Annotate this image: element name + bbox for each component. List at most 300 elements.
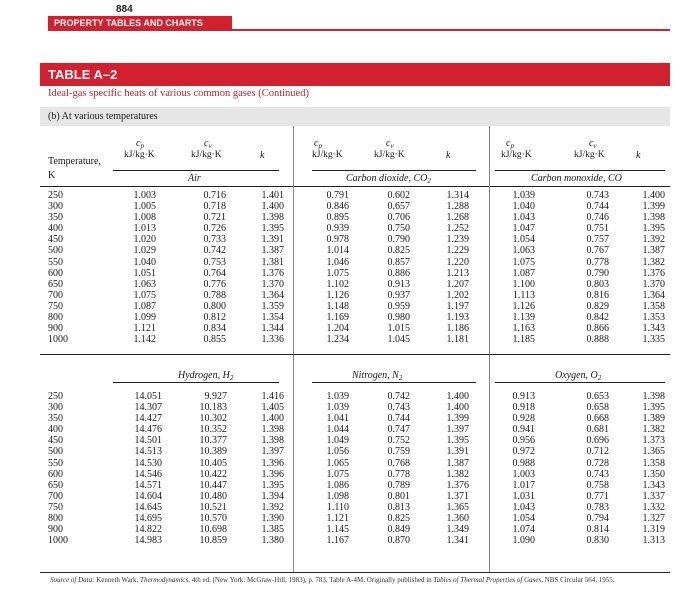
- temperature-column-bottom-cell: 900: [48, 524, 63, 536]
- h2-cv-column-cell: 9.927: [204, 391, 227, 402]
- o2-cp-column-cell: 0.988: [512, 457, 535, 469]
- co2-group-rule: [312, 170, 476, 171]
- n2-cp-column-cell: 1.167: [326, 535, 349, 547]
- h2-cv-column-cell: 10.422: [199, 468, 227, 480]
- air-cv-column-cell: 0.742: [203, 245, 226, 257]
- h2-cv-column-cell: 10.183: [199, 402, 227, 414]
- o2-k-column-cell: 1.389: [642, 413, 665, 425]
- temperature-column-top-cell: 650: [48, 278, 63, 290]
- co-cv-column-cell: 0.767: [586, 245, 609, 257]
- air-cv-column-cell: 0.855: [203, 334, 226, 346]
- o2-cv-column-cell: 0.728: [586, 457, 609, 469]
- co-cv-column-cell: 0.751: [586, 223, 609, 235]
- air-k-column-cell: 1.400: [261, 201, 284, 213]
- n2-k-column-cell: 1.391: [446, 446, 469, 458]
- h2-k-column-cell: 1.392: [261, 501, 284, 513]
- co2-k-column-cell: 1.288: [446, 201, 469, 213]
- co2-cp-header: $c_p$: [314, 138, 322, 150]
- air-cv-column-cell: 0.764: [203, 267, 226, 279]
- co-cv-column-cell: 0.816: [586, 289, 609, 301]
- o2-cp-column-cell: 0.913: [512, 391, 535, 402]
- co-cp-column: [502, 190, 535, 345]
- n2-cv-column-cell: 0.752: [387, 435, 410, 447]
- o2-cp-column-cell: 1.031: [512, 490, 535, 502]
- temperature-column-top-cell: 800: [48, 312, 63, 324]
- co2-cp-units: kJ/kg·K: [312, 150, 343, 160]
- co-cp-column-cell: 1.063: [512, 245, 535, 257]
- co-cv-column-cell: 0.842: [586, 312, 609, 324]
- h2-k-column-cell: 1.398: [261, 424, 284, 436]
- air-cp-column-cell: 1.003: [133, 190, 156, 201]
- o2-cp-column-cell: 0.941: [512, 424, 535, 436]
- air-cv-column-cell: 0.718: [203, 201, 226, 213]
- co2-cv-column-cell: 0.706: [387, 212, 410, 224]
- h2-k-column-cell: 1.400: [261, 413, 284, 425]
- co-cp-column-cell: 1.087: [512, 267, 535, 279]
- co2-cv-column-cell: 0.959: [387, 300, 410, 312]
- h2-cv-column-cell: 10.389: [199, 446, 227, 458]
- co2-cv-column-cell: 0.980: [387, 312, 410, 324]
- o2-k-column-cell: 1.350: [642, 468, 665, 480]
- co2-cp-column-cell: 0.895: [326, 212, 349, 224]
- running-head: PROPERTY TABLES AND CHARTS: [48, 16, 232, 30]
- n2-k-column-cell: 1.397: [446, 424, 469, 436]
- o2-cv-column-cell: 0.696: [586, 435, 609, 447]
- air-cp-column-cell: 1.029: [133, 245, 156, 257]
- co2-k-column-cell: 1.197: [446, 300, 469, 312]
- o2-k-column-cell: 1.327: [642, 513, 665, 525]
- co2-cp-column-cell: 1.234: [326, 334, 349, 346]
- temperature-column-bottom-cell: 800: [48, 513, 63, 525]
- temperature-column-bottom-cell: 300: [48, 402, 63, 414]
- o2-k-column-cell: 1.332: [642, 501, 665, 513]
- co-cp-column-cell: 1.075: [512, 256, 535, 268]
- co-cp-column-cell: 1.039: [512, 190, 535, 201]
- n2-cp-column-cell: 1.098: [326, 490, 349, 502]
- h2-cv-column-cell: 10.521: [199, 501, 227, 513]
- co-k-column-cell: 1.343: [642, 323, 665, 335]
- co2-cv-column: [374, 190, 410, 345]
- temperature-column-top-cell: 450: [48, 234, 63, 246]
- n2-cp-column-cell: 1.065: [326, 457, 349, 469]
- temperature-column-top-cell: 250: [48, 190, 63, 201]
- o2-cp-column-cell: 1.017: [512, 479, 535, 491]
- co2-cv-column-cell: 0.857: [387, 256, 410, 268]
- air-cp-column-cell: 1.040: [133, 256, 156, 268]
- temperature-column-bottom-cell: 500: [48, 446, 63, 458]
- air-label: Air: [188, 173, 201, 184]
- co2-cv-column-cell: 0.825: [387, 245, 410, 257]
- air-cp-column-cell: 1.075: [133, 289, 156, 301]
- n2-label: Nitrogen, $N_2$: [352, 370, 403, 382]
- n2-k-column-cell: 1.360: [446, 513, 469, 525]
- air-cp-column-cell: 1.063: [133, 278, 156, 290]
- co2-k-column-cell: 1.229: [446, 245, 469, 257]
- co-cv-column-cell: 0.888: [586, 334, 609, 346]
- n2-cp-column-cell: 1.086: [326, 479, 349, 491]
- o2-cv-column-cell: 0.771: [586, 490, 609, 502]
- co-cv-column-cell: 0.757: [586, 234, 609, 246]
- n2-cv-column-cell: 0.744: [387, 413, 410, 425]
- o2-cv-column: [573, 391, 609, 546]
- o2-k-column-cell: 1.319: [642, 524, 665, 536]
- air-k-column-cell: 1.381: [261, 256, 284, 268]
- o2-cp-column-cell: 1.090: [512, 535, 535, 547]
- h2-cv-column-cell: 10.377: [199, 435, 227, 447]
- o2-cp-column-cell: 1.003: [512, 468, 535, 480]
- o2-cv-column-cell: 0.658: [586, 402, 609, 414]
- h2-cp-column-cell: 14.983: [134, 535, 162, 547]
- temperature-column-top-cell: 1000: [48, 334, 68, 346]
- temperature-column-top-cell: 550: [48, 256, 63, 268]
- table-subtitle: Ideal-gas specific heats of various common gases (Continued): [48, 88, 309, 99]
- co-cv-header: $c_v$: [589, 138, 597, 150]
- air-k-column-cell: 1.359: [261, 300, 284, 312]
- co2-cp-column-cell: 1.126: [326, 289, 349, 301]
- temperature-header-line2: K: [48, 170, 56, 181]
- o2-cv-column-cell: 0.712: [586, 446, 609, 458]
- air-cv-column-cell: 0.726: [203, 223, 226, 235]
- co-cp-column-cell: 1.043: [512, 212, 535, 224]
- h2-cv-column-cell: 10.405: [199, 457, 227, 469]
- o2-k-column-cell: 1.382: [642, 424, 665, 436]
- air-cv-units: kJ/kg·K: [191, 150, 222, 160]
- o2-cp-column: [502, 391, 535, 546]
- air-cp-column-cell: 1.051: [133, 267, 156, 279]
- n2-cv-column-cell: 0.870: [387, 535, 410, 547]
- h2-k-column-cell: 1.380: [261, 535, 284, 547]
- co-cp-column-cell: 1.163: [512, 323, 535, 335]
- n2-cv-column-cell: 0.849: [387, 524, 410, 536]
- o2-cp-column-cell: 0.956: [512, 435, 535, 447]
- co-group-rule: [495, 170, 665, 171]
- temperature-column-top-cell: 700: [48, 289, 63, 301]
- air-cp-column-cell: 1.005: [133, 201, 156, 213]
- n2-cp-column-cell: 1.121: [326, 513, 349, 525]
- co2-label: Carbon dioxide, $CO_2$: [346, 173, 431, 185]
- h2-cp-column-cell: 14.501: [134, 435, 162, 447]
- air-cv-column-cell: 0.834: [203, 323, 226, 335]
- co-k-column-cell: 1.400: [642, 190, 665, 201]
- o2-cp-column-cell: 0.972: [512, 446, 535, 458]
- temperature-column-top-cell: 600: [48, 267, 63, 279]
- co2-cv-column-cell: 0.937: [387, 289, 410, 301]
- running-head-rule: [48, 29, 670, 31]
- co-cv-column-cell: 0.743: [586, 190, 609, 201]
- n2-cp-column-cell: 1.041: [326, 413, 349, 425]
- co2-k-column-cell: 1.181: [446, 334, 469, 346]
- air-cp-column-cell: 1.121: [133, 323, 156, 335]
- n2-cv-column-cell: 0.801: [387, 490, 410, 502]
- h2-cv-column-cell: 10.302: [199, 413, 227, 425]
- co-k-column-cell: 1.353: [642, 312, 665, 324]
- air-cp-column-cell: 1.008: [133, 212, 156, 224]
- co2-cv-column-cell: 0.886: [387, 267, 410, 279]
- temperature-column-bottom-cell: 450: [48, 435, 63, 447]
- n2-cp-column-cell: 1.145: [326, 524, 349, 536]
- air-cv-column-cell: 0.776: [203, 278, 226, 290]
- co2-cp-column-cell: 1.169: [326, 312, 349, 324]
- co-cv-column-cell: 0.744: [586, 201, 609, 213]
- co2-cp-column-cell: 1.046: [326, 256, 349, 268]
- temperature-column-top-cell: 400: [48, 223, 63, 235]
- n2-k-column-cell: 1.376: [446, 479, 469, 491]
- co-cv-column-cell: 0.746: [586, 212, 609, 224]
- h2-cv-column-cell: 10.447: [199, 479, 227, 491]
- co2-cv-column-cell: 0.913: [387, 278, 410, 290]
- temperature-column-top-cell: 900: [48, 323, 63, 335]
- n2-k-column-cell: 1.382: [446, 468, 469, 480]
- air-k-column: [251, 190, 284, 345]
- air-cv-header: $c_v$: [204, 138, 212, 150]
- temperature-column-top-cell: 300: [48, 201, 63, 213]
- co-k-column-cell: 1.387: [642, 245, 665, 257]
- air-cp-column-cell: 1.099: [133, 312, 156, 324]
- h2-cp-column-cell: 14.530: [134, 457, 162, 469]
- air-cv-column-cell: 0.753: [203, 256, 226, 268]
- temperature-column-top: [48, 190, 68, 345]
- h2-label: Hydrogen, $H_2$: [178, 370, 234, 382]
- air-cp-column: [120, 190, 156, 345]
- n2-cv-column-cell: 0.743: [387, 402, 410, 414]
- temperature-column-bottom-cell: 250: [48, 391, 63, 402]
- air-k-column-cell: 1.398: [261, 212, 284, 224]
- co2-cp-column-cell: 0.978: [326, 234, 349, 246]
- n2-cp-column-cell: 1.039: [326, 391, 349, 402]
- co2-k-column-cell: 1.186: [446, 323, 469, 335]
- o2-k-column: [631, 391, 665, 546]
- co2-cv-column-cell: 1.045: [387, 334, 410, 346]
- o2-cv-column-cell: 0.681: [586, 424, 609, 436]
- air-k-column-cell: 1.391: [261, 234, 284, 246]
- n2-cp-column-cell: 1.044: [326, 424, 349, 436]
- h2-cv-column-cell: 10.352: [199, 424, 227, 436]
- co2-cp-column-cell: 1.204: [326, 323, 349, 335]
- co-cp-header: $c_p$: [506, 138, 514, 150]
- air-group-rule: [113, 170, 279, 171]
- air-cv-column-cell: 0.788: [203, 289, 226, 301]
- h2-k-column-cell: 1.390: [261, 513, 284, 525]
- co-cv-column-cell: 0.778: [586, 256, 609, 268]
- h2-k-column-cell: 1.395: [261, 479, 284, 491]
- o2-label: Oxygen, $O_2$: [555, 370, 602, 382]
- co-k-column-cell: 1.395: [642, 223, 665, 235]
- air-k-column-cell: 1.344: [261, 323, 284, 335]
- temperature-column-bottom: [48, 391, 68, 546]
- n2-cp-column-cell: 1.056: [326, 446, 349, 458]
- o2-k-column-cell: 1.358: [642, 457, 665, 469]
- co2-k-column-cell: 1.239: [446, 234, 469, 246]
- co-label: Carbon monoxide, CO: [531, 173, 622, 184]
- air-cp-column-cell: 1.013: [133, 223, 156, 235]
- source-note: Source of Data: Kenneth Wark, Thermodynamics, 4th ed. (New York: McGraw-Hill, 1983), p. 783, Table A-4M. Originally published in Tables of Thermal Properties of Gases, NBS Circular 564, 1955.: [50, 576, 615, 584]
- h2-cv-column: [188, 391, 227, 546]
- air-cp-column-cell: 1.087: [133, 300, 156, 312]
- co-k-column-cell: 1.382: [642, 256, 665, 268]
- h2-cp-column-cell: 14.695: [134, 513, 162, 525]
- co-k-column-cell: 1.335: [642, 334, 665, 346]
- co-cp-column-cell: 1.100: [512, 278, 535, 290]
- co2-cp-column-cell: 0.939: [326, 223, 349, 235]
- air-cp-column-cell: 1.020: [133, 234, 156, 246]
- co2-k-column-cell: 1.193: [446, 312, 469, 324]
- h2-k-column: [251, 391, 284, 546]
- temperature-column-top-cell: 750: [48, 300, 63, 312]
- temperature-column-bottom-cell: 550: [48, 457, 63, 469]
- o2-k-column-cell: 1.337: [642, 490, 665, 502]
- column-divider-right: [489, 126, 490, 573]
- co2-cv-column-cell: 0.790: [387, 234, 410, 246]
- co2-k-column-cell: 1.220: [446, 256, 469, 268]
- air-k-column-cell: 1.401: [261, 190, 284, 201]
- air-k-column-cell: 1.370: [261, 278, 284, 290]
- air-cv-column-cell: 0.721: [203, 212, 226, 224]
- o2-cv-column-cell: 0.794: [586, 513, 609, 525]
- table-bottom-rule: [40, 572, 670, 573]
- o2-cp-column-cell: 1.043: [512, 501, 535, 513]
- n2-cv-column: [374, 391, 410, 546]
- h2-cv-column-cell: 10.570: [199, 513, 227, 525]
- co2-cp-column-cell: 0.846: [326, 201, 349, 213]
- h2-k-column-cell: 1.396: [261, 457, 284, 469]
- h2-cv-column-cell: 10.859: [199, 535, 227, 547]
- co2-k-column: [436, 190, 469, 345]
- h2-cp-column-cell: 14.427: [134, 413, 162, 425]
- o2-k-column-cell: 1.365: [642, 446, 665, 458]
- air-k-column-cell: 1.354: [261, 312, 284, 324]
- h2-cp-column-cell: 14.051: [134, 391, 162, 402]
- n2-k-column-cell: 1.341: [446, 535, 469, 547]
- air-cv-column-cell: 0.733: [203, 234, 226, 246]
- co-k-column-cell: 1.398: [642, 212, 665, 224]
- h2-k-column-cell: 1.405: [261, 402, 284, 414]
- temperature-column-bottom-cell: 600: [48, 468, 63, 480]
- specific-heats-table: [40, 126, 670, 573]
- n2-k-column-cell: 1.349: [446, 524, 469, 536]
- co2-k-column-cell: 1.207: [446, 278, 469, 290]
- temperature-header-line1: Temperature,: [48, 156, 101, 167]
- section-divider-rule: [40, 354, 670, 355]
- co2-k-column-cell: 1.268: [446, 212, 469, 224]
- co-cp-units: kJ/kg·K: [501, 150, 532, 160]
- n2-cp-column-cell: 1.039: [326, 402, 349, 414]
- n2-cv-column-cell: 0.825: [387, 513, 410, 525]
- air-cv-column: [193, 190, 226, 345]
- h2-k-column-cell: 1.416: [261, 391, 284, 402]
- co2-cv-column-cell: 1.015: [387, 323, 410, 335]
- h2-cp-column-cell: 14.571: [134, 479, 162, 491]
- co-k-column-cell: 1.358: [642, 300, 665, 312]
- o2-cv-column-cell: 0.783: [586, 501, 609, 513]
- o2-cv-column-cell: 0.668: [586, 413, 609, 425]
- o2-cv-column-cell: 0.743: [586, 468, 609, 480]
- air-cp-units: kJ/kg·K: [124, 150, 155, 160]
- co-cv-column-cell: 0.866: [586, 323, 609, 335]
- n2-k-column: [436, 391, 469, 546]
- o2-k-column-cell: 1.373: [642, 435, 665, 447]
- h2-k-column-cell: 1.385: [261, 524, 284, 536]
- table-section: (b) At various temperatures: [40, 107, 670, 126]
- co2-k-column-cell: 1.213: [446, 267, 469, 279]
- h2-cp-column: [120, 391, 162, 546]
- temperature-column-bottom-cell: 350: [48, 413, 63, 425]
- n2-cv-column-cell: 0.759: [387, 446, 410, 458]
- o2-cp-column-cell: 1.054: [512, 513, 535, 525]
- co-cv-column-cell: 0.803: [586, 278, 609, 290]
- air-k-column-cell: 1.376: [261, 267, 284, 279]
- n2-k-column-cell: 1.387: [446, 457, 469, 469]
- co-k-header: k: [636, 150, 641, 161]
- n2-cv-column-cell: 0.747: [387, 424, 410, 436]
- o2-cv-column-cell: 0.830: [586, 535, 609, 547]
- co2-cv-column-cell: 0.602: [387, 190, 410, 201]
- h2-k-column-cell: 1.398: [261, 435, 284, 447]
- h2-cp-column-cell: 14.822: [134, 524, 162, 536]
- temperature-column-bottom-cell: 750: [48, 501, 63, 513]
- air-k-header: k: [260, 150, 265, 161]
- n2-cv-column-cell: 0.789: [387, 479, 410, 491]
- air-cv-column-cell: 0.800: [203, 300, 226, 312]
- air-cp-header: $c_p$: [136, 138, 144, 150]
- o2-cp-column-cell: 0.918: [512, 402, 535, 414]
- o2-k-column-cell: 1.398: [642, 391, 665, 402]
- temperature-column-top-cell: 350: [48, 212, 63, 224]
- co2-cv-header: $c_v$: [386, 138, 394, 150]
- h2-cv-column-cell: 10.698: [199, 524, 227, 536]
- air-cp-column-cell: 1.142: [133, 334, 156, 346]
- air-cv-column-cell: 0.812: [203, 312, 226, 324]
- n2-cp-column-cell: 1.049: [326, 435, 349, 447]
- temperature-column-bottom-cell: 700: [48, 490, 63, 502]
- h2-cv-column-cell: 10.480: [199, 490, 227, 502]
- o2-cv-column-cell: 0.653: [586, 391, 609, 402]
- table-label: TABLE A–2: [40, 63, 670, 86]
- h2-k-column-cell: 1.397: [261, 446, 284, 458]
- co-cp-column-cell: 1.139: [512, 312, 535, 324]
- h2-cp-column-cell: 14.476: [134, 424, 162, 436]
- co-cp-column-cell: 1.054: [512, 234, 535, 246]
- column-divider-left: [293, 126, 294, 573]
- co2-cp-column-cell: 1.148: [326, 300, 349, 312]
- n2-k-column-cell: 1.400: [446, 391, 469, 402]
- co2-k-header: k: [446, 150, 451, 161]
- n2-k-column-cell: 1.395: [446, 435, 469, 447]
- h2-cp-column-cell: 14.645: [134, 501, 162, 513]
- n2-k-column-cell: 1.400: [446, 402, 469, 414]
- co-cv-column-cell: 0.829: [586, 300, 609, 312]
- n2-k-column-cell: 1.399: [446, 413, 469, 425]
- air-cv-column-cell: 0.716: [203, 190, 226, 201]
- air-k-column-cell: 1.395: [261, 223, 284, 235]
- air-k-column-cell: 1.364: [261, 289, 284, 301]
- co2-cv-column-cell: 0.750: [387, 223, 410, 235]
- h2-k-column-cell: 1.396: [261, 468, 284, 480]
- co2-k-column-cell: 1.314: [446, 190, 469, 201]
- h2-cp-column-cell: 14.513: [134, 446, 162, 458]
- co2-cp-column: [316, 190, 349, 345]
- o2-cv-column-cell: 0.814: [586, 524, 609, 536]
- co2-cp-column-cell: 1.075: [326, 267, 349, 279]
- co2-cp-column-cell: 0.791: [326, 190, 349, 201]
- co2-cp-column-cell: 1.102: [326, 278, 349, 290]
- co-cp-column-cell: 1.113: [512, 289, 535, 301]
- co-cv-column: [573, 190, 609, 345]
- o2-k-column-cell: 1.343: [642, 479, 665, 491]
- co-cv-column-cell: 0.790: [586, 267, 609, 279]
- co-cp-column-cell: 1.185: [512, 334, 535, 346]
- n2-k-column-cell: 1.371: [446, 490, 469, 502]
- co-k-column-cell: 1.364: [642, 289, 665, 301]
